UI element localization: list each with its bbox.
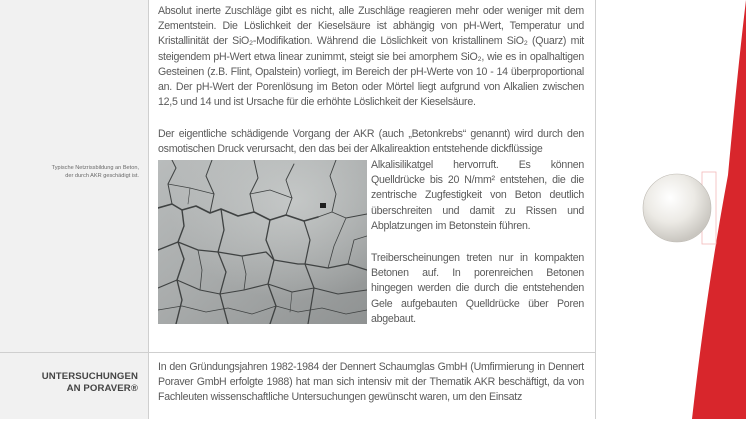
section-heading-line-2: AN PORAVER®	[66, 383, 138, 394]
left-margin-column	[0, 0, 148, 419]
paragraph-poraver-research: In den Gründungsjahren 1982-1984 der Dennert Schaumglas GmbH (Umfirmierung in Dennert Poraver GmbH erfolgte 1988) hat man sich intensiv mit der Thematik AKR beschäftigt, da von Fachleuten wissenschaftliche Untersuchungen gewünscht waren, um den Einsatz	[158, 361, 584, 404]
decorative-side-graphic	[596, 0, 746, 419]
paragraph-akr-continued: Alkalisilikatgel hervorruft. Es können Quelldrücke bis 20 N/mm² entstehen, die die zentrische Zugfestigkeit von Beton deutlich überschreiten und damit zu Rissen und Abplatzungen im Betonstein führen.	[371, 159, 584, 232]
column-divider-left	[148, 0, 149, 419]
photo-caption: Typische Netzrissbildung an Beton, der durch AKR geschädigt ist.	[51, 165, 139, 179]
section-heading-line-1: UNTERSUCHUNGEN	[41, 371, 138, 382]
section-heading	[18, 371, 138, 395]
paragraph-expansion: Treiberscheinungen treten nur in kompakten Betonen auf. In porenreichen Betonen hingegen werden die durch die entstehenden Gele aufgebauten Quelldrücke über Poren abgebaut.	[371, 252, 584, 325]
section-divider	[0, 352, 596, 353]
paragraph-solubility: Absolut inerte Zuschläge gibt es nicht, alle Zuschläge reagieren mehr oder weniger mit dem Zementstein. Die Löslichkeit der Kieselsäure ist abhängig von pH-Wert, Temperatur und Kristallinität der SiO₂-Modifikation. Während die Löslichkeit von kristallinem SiO₂ (Quarz) mit steigendem pH-Wert etwa linear zunimmt, steigt sie bei amorphem SiO₂, wie es in opalhaltigen Gesteinen (z.B. Flint, Opalstein) vorliegt, im Bereich der pH-Werte von 10 - 14 überproportional an. Der pH-Wert der Porenlösung im Beton oder Mörtel liegt aufgrund von Alkalien zwischen 12,5 und 14 und ist Ursache für die erhöhte Löslichkeit der Kieselsäure.	[158, 5, 584, 109]
paragraph-akr-intro: Der eigentliche schädigende Vorgang der AKR (auch „Betonkrebs“ genannt) wird durch den osmotischen Druck verursacht, den das bei der Alkalireaktion entstehende dickflüssige	[158, 128, 584, 156]
cracked-concrete-photo	[158, 160, 367, 324]
